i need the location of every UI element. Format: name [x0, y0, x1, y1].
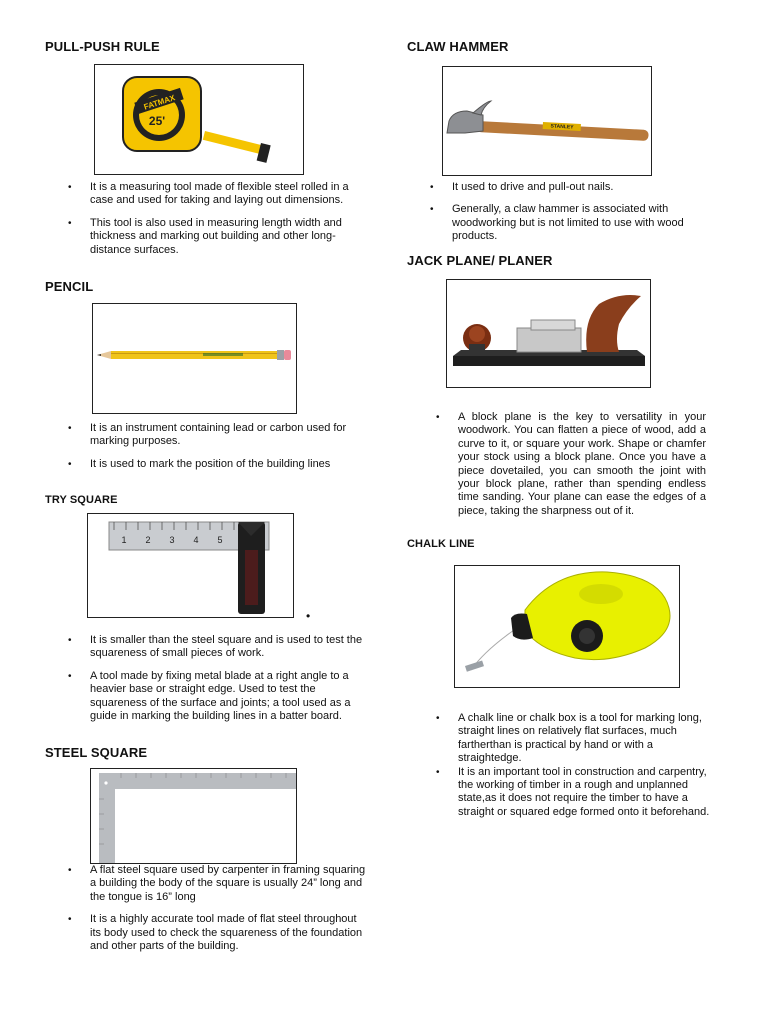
- chalk-line-bullets: [436, 712, 718, 819]
- list-item: • It used to drive and pull-out nails.: [430, 181, 725, 194]
- pull-push-rule-bullets: [68, 181, 368, 266]
- jack-plane-image: [446, 279, 651, 388]
- ruler-number: 3: [169, 535, 175, 545]
- chalk-line-image: [454, 565, 680, 688]
- ruler-number: 5: [217, 535, 223, 545]
- list-item: • It is an instrument containing lead or carbon used for marking purposes.: [68, 422, 368, 449]
- try-square-heading: TRY SQUARE: [45, 494, 118, 506]
- stray-bullet-mark: •: [306, 609, 311, 623]
- ruler-number: 4: [193, 535, 199, 545]
- list-item: • This tool is also used in measuring length width and thickness and marking out building and other long-distance surfaces.: [68, 217, 368, 257]
- list-item: • It is a highly accurate tool made of flat steel throughout its body used to check the squareness of the foundation and other parts of the building.: [68, 913, 368, 953]
- chalk-line-heading: CHALK LINE: [407, 538, 475, 550]
- try-square-bullets: [68, 634, 368, 732]
- pencil-image: [92, 303, 297, 414]
- list-item: • A block plane is the key to versatility in your woodwork. You can flatten a piece of wood, add a curve to it, or square your work. Shape or chamfer your stock using a block plane. Once you have a piece dovetailed, you can smooth the joint with your block plane, rather than spending endless time sanding. Your plane can ease the edges of a piece, taking the sharpness out of it.: [436, 411, 706, 518]
- steel-square-image: [90, 768, 297, 864]
- steel-square-heading: STEEL SQUARE: [45, 745, 148, 760]
- jack-plane-bullets: [436, 411, 706, 527]
- list-item: • A tool made by fixing metal blade at a right angle to a heavier base or straight edge. Used to test the squareness of the surface and joints; a tool used as a guide in marking the building lines in a batter board.: [68, 670, 368, 724]
- ruler-number: 2: [145, 535, 151, 545]
- pencil-heading: PENCIL: [45, 279, 94, 294]
- list-item: • It is an important tool in construction and carpentry, the working of timber in a rough and unplanned state,as it does not require the timber to have a straight or squared edge formed onto it beforehand.: [436, 766, 718, 820]
- tape-size-text: 25': [148, 114, 166, 128]
- jack-plane-heading: JACK PLANE/ PLANER: [407, 253, 553, 268]
- try-square-image: [87, 513, 294, 618]
- list-item: • It is smaller than the steel square and is used to test the squareness of small pieces of work.: [68, 634, 368, 661]
- claw-hammer-bullets: [430, 181, 725, 253]
- claw-hammer-heading: CLAW HAMMER: [407, 39, 509, 54]
- ruler-number: 1: [121, 535, 127, 545]
- list-item: • Generally, a claw hammer is associated with woodworking but is not limited to use with wood products.: [430, 203, 725, 243]
- list-item: • It is used to mark the position of the building lines: [68, 458, 368, 471]
- steel-square-bullets: [68, 864, 368, 962]
- hammer-brand-text: STANLEY: [550, 123, 574, 131]
- list-item: • A flat steel square used by carpenter in framing squaring a building the body of the square is usually 24” long and the tongue is 16” long: [68, 864, 368, 904]
- claw-hammer-image: [442, 66, 652, 176]
- pull-push-rule-heading: PULL-PUSH RULE: [45, 39, 160, 54]
- list-item: • A chalk line or chalk box is a tool for marking long, straight lines on relatively flat surfaces, much fartherthan is practical by hand or with a straightedge.: [436, 712, 718, 766]
- tape-measure-image: [94, 64, 304, 175]
- tape-brand-text: FATMAX: [142, 93, 177, 112]
- list-item: • It is a measuring tool made of flexible steel rolled in a case and used for taking and laying out dimensions.: [68, 181, 368, 208]
- pencil-bullets: [68, 422, 368, 480]
